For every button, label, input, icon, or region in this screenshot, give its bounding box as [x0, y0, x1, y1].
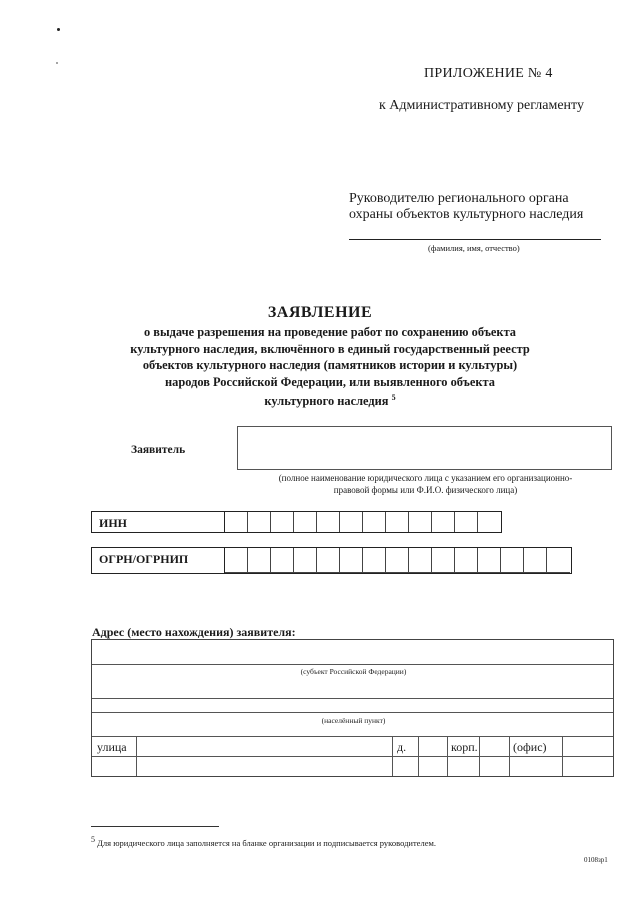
document-title: ЗАЯВЛЕНИЕ [267, 304, 373, 321]
office-label: (офис) [513, 740, 547, 754]
inn-row [91, 511, 502, 533]
inn-digit-cell[interactable] [478, 512, 501, 532]
grid-line [92, 756, 613, 757]
ogrn-digit-cell[interactable] [340, 548, 363, 573]
locality-caption: (населённый пункт) [321, 716, 386, 725]
addressee-line-1: Руководителю регионального органа [349, 191, 569, 206]
applicant-caption-line-2: правовой формы или Ф.И.О. физического лица) [333, 485, 518, 495]
applicant-caption-line-1: (полное наименование юридического лица с указанием его организационно- [278, 473, 573, 483]
grid-line [418, 736, 419, 776]
ogrn-digit-cell[interactable] [455, 548, 478, 573]
footnote-mark: 5 [91, 835, 95, 844]
subtitle-line-5: культурного наследия [264, 394, 389, 409]
ogrn-digit-cell[interactable] [294, 548, 317, 573]
applicant-label: Заявитель [131, 444, 186, 456]
subtitle-line-5-wrap [80, 390, 580, 410]
ogrn-digit-cell[interactable] [248, 548, 271, 573]
house-label: д. [397, 740, 407, 754]
footnote-reference: 5 [391, 393, 396, 402]
ogrn-digit-cell[interactable] [271, 548, 294, 573]
inn-digit-cell[interactable] [225, 512, 248, 532]
appendix-number: ПРИЛОЖЕНИЕ № 4 [424, 66, 553, 81]
fio-caption: (фамилия, имя, отчество) [428, 243, 520, 253]
grid-line [92, 664, 613, 665]
subtitle-line-4: народов Российской Федерации, или выявленного объекта [165, 374, 495, 389]
regulation-reference: к Административному регламенту [379, 98, 584, 113]
subtitle-line-1: о выдаче разрешения на проведение работ по сохранению объекта [143, 325, 517, 339]
subtitle-line-3: объектов культурного наследия (памятников истории и культуры) [142, 358, 518, 372]
ogrn-digit-cell[interactable] [409, 548, 432, 573]
grid-line [392, 736, 393, 776]
address-title: Адрес (место нахождения) заявителя: [92, 625, 296, 639]
addressee-line-2: охраны объектов культурного наследия [349, 207, 584, 222]
subtitle-line-2: культурного наследия, включённого в единый государственный реестр [130, 341, 530, 356]
grid-line [92, 736, 613, 737]
grid-line [479, 736, 480, 776]
ogrn-digit-cell[interactable] [386, 548, 409, 573]
inn-digit-cell[interactable] [271, 512, 294, 532]
ogrn-digit-cell[interactable] [432, 548, 455, 573]
grid-line [92, 712, 613, 713]
grid-line [136, 736, 137, 776]
ogrn-digit-cell[interactable] [478, 548, 501, 573]
ogrn-digit-cell[interactable] [547, 548, 570, 573]
scan-speck [57, 28, 60, 31]
ogrn-digit-cell[interactable] [524, 548, 547, 573]
building-label: корп. [451, 740, 478, 754]
ogrn-digit-cell[interactable] [225, 548, 248, 573]
inn-digit-cell[interactable] [294, 512, 317, 532]
grid-line [92, 698, 613, 699]
form-code: 0108зр1 [584, 856, 608, 864]
grid-line [447, 736, 448, 776]
inn-digit-cell[interactable] [248, 512, 271, 532]
scan-speck [56, 62, 58, 64]
ogrn-digit-cell[interactable] [363, 548, 386, 573]
inn-digit-cell[interactable] [409, 512, 432, 532]
ogrn-digit-cell[interactable] [501, 548, 524, 573]
footnote-text: Для юридического лица заполняется на бланке организации и подписывается руководителем. [97, 837, 436, 848]
grid-line [509, 736, 510, 776]
ogrn-digit-cell[interactable] [317, 548, 340, 573]
ogrn-row [91, 547, 572, 574]
ogrn-label: ОГРН/ОГРНИП [92, 548, 225, 573]
inn-digit-cell[interactable] [340, 512, 363, 532]
footnote-separator [91, 826, 219, 827]
inn-digit-cell[interactable] [363, 512, 386, 532]
inn-digit-cell[interactable] [455, 512, 478, 532]
inn-label: ИНН [92, 512, 225, 532]
footnote [91, 835, 436, 848]
address-grid [91, 639, 614, 777]
street-label: улица [97, 740, 127, 754]
inn-digit-cell[interactable] [317, 512, 340, 532]
inn-digit-cell[interactable] [386, 512, 409, 532]
subject-caption: (субъект Российской Федерации) [300, 667, 407, 676]
applicant-caption [238, 472, 613, 496]
fio-input-line[interactable] [349, 239, 601, 240]
applicant-input-box[interactable] [237, 426, 612, 470]
inn-digit-cell[interactable] [432, 512, 455, 532]
grid-line [562, 736, 563, 776]
